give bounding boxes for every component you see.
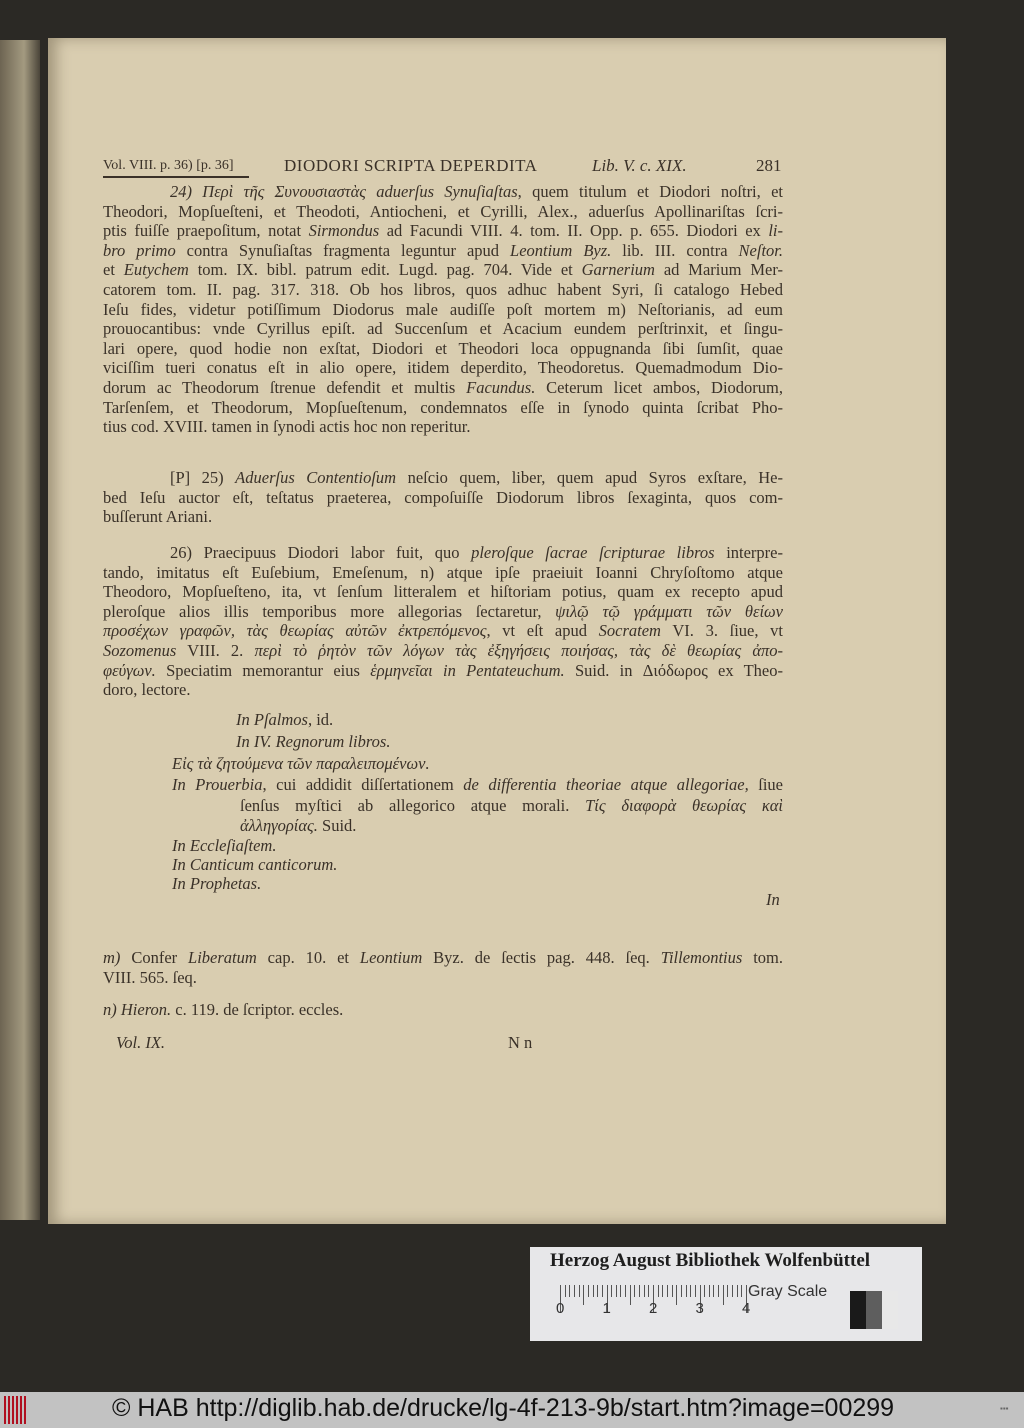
text-line (240, 796, 783, 816)
text-segment: cap. 10. et (256, 948, 360, 967)
text-segment: ſiue (748, 775, 783, 794)
footnote-line (103, 948, 783, 968)
text-segment: Socratem (598, 621, 661, 641)
text-segment: interpre- (714, 543, 783, 562)
text-segment: προσέχων γραφῶν, τὰς θεωρίας αὐτῶν ἐκτρεπόμενος (103, 621, 487, 641)
previous-page-edge (0, 40, 40, 1220)
text-segment: prouocantibus: vnde Cyrillus epiſt. ad Succenſum et Acacium eundem perſtrinxit, et ſingu- (103, 319, 783, 339)
text-segment: Leontium (359, 948, 423, 967)
text-segment: lari opere, quod hodie non exſtat, Diodori et Theodori loca oppugnanda ſibi ſumſit, quae (103, 338, 783, 358)
text-segment: n) Hieron. (103, 1000, 172, 1019)
header-underline (103, 176, 249, 178)
text-segment: , quem titulum et Diodori noſtri, et (517, 182, 783, 201)
text-line (103, 602, 783, 622)
ruler-tick (713, 1285, 714, 1297)
text-segment: Suid. (317, 816, 357, 835)
text-segment: bro primo (103, 240, 176, 260)
footnote-line (103, 968, 783, 988)
text-segment: Sirmondus (308, 221, 380, 241)
ruler-tick (616, 1285, 617, 1297)
footnote-line (103, 1000, 783, 1020)
gray-swatch (866, 1291, 882, 1329)
ruler-tick (672, 1285, 673, 1297)
text-segment: bed Ieſu auctor eſt, teſtatus praeterea, compoſuiſſe Diodorum libros ſexaginta, quos com- (103, 487, 783, 507)
ruler-tick (602, 1285, 603, 1297)
text-segment: pleroſque ſacrae ſcripturae libros (471, 543, 715, 562)
ruler-tick (583, 1285, 584, 1305)
text-segment: catorem tom. II. pag. 317. 318. Ob hos libros, quos adhuc habent Syri, ſi catalogo Hebed (103, 280, 783, 299)
gray-swatch (882, 1291, 898, 1329)
text-line (103, 378, 783, 398)
gray-scale-label: Gray Scale (748, 1283, 828, 1300)
text-segment: In IV. Regnorum libros. (236, 732, 391, 751)
ruler-tick (620, 1285, 621, 1297)
ruler-tick (723, 1285, 724, 1305)
text-segment: ψιλῷ τῷ γράμματι τῶν θείων (555, 601, 783, 621)
ruler-tick (634, 1285, 635, 1297)
text-segment: ptis fuiſſe praepoſitum, notat (103, 221, 309, 241)
ruler-tick (593, 1285, 594, 1297)
text-segment: In Prophetas. (172, 874, 262, 893)
text-segment: Tarſenſem, et Theodorum, Mopſueſtenum, condemnatos eſſe in ſynodo quinta ſcribat Pho- (103, 397, 783, 417)
text-segment: pleroſque alios illis temporibus more allegorias ſectaretur, (103, 601, 556, 621)
text-line (103, 621, 783, 641)
text-segment: Facundus. (466, 378, 536, 397)
page-number: 281 (756, 156, 782, 175)
text-line (170, 468, 783, 488)
text-segment: li- (768, 221, 783, 241)
text-line (103, 221, 783, 241)
text-segment: , cui addidit diſſertationem (262, 775, 464, 794)
text-line (103, 202, 783, 222)
ruler-tick (588, 1285, 589, 1297)
text-line (172, 754, 783, 774)
text-line (240, 816, 783, 836)
text-line (103, 280, 783, 300)
text-segment: Liberatum (188, 948, 257, 967)
text-segment: Confer (131, 948, 189, 967)
text-line (103, 563, 783, 583)
text-segment: Neſtor. (738, 240, 783, 260)
text-segment: et (103, 260, 124, 280)
text-line (172, 836, 783, 856)
text-segment: Suid. in Διόδωρος ex Theo- (564, 660, 784, 680)
ruler-tick (737, 1285, 738, 1297)
text-line (236, 710, 783, 730)
text-line (103, 319, 783, 339)
gray-swatch (850, 1291, 866, 1329)
ruler-tick (662, 1285, 663, 1297)
permalink-url[interactable]: © HAB http://diglib.hab.de/drucke/lg-4f-213-9b/start.htm?image=00299 (112, 1394, 895, 1422)
text-segment: 26) Praecipuus Diodori labor fuit, quo (170, 543, 472, 562)
ruler-tick (709, 1285, 710, 1297)
running-title: DIODORI SCRIPTA DEPERDITA (284, 156, 538, 175)
text-segment: περὶ τὸ ῥητὸν τῶν λόγων τὰς ἐξηγήσεις ποιήσας, τὰς δὲ θεωρίας ἀπο- (254, 641, 783, 660)
text-segment: In Canticum canticorum. (172, 855, 338, 874)
text-segment: φεύγων. (103, 660, 156, 680)
text-segment: buſſerunt Ariani. (103, 507, 213, 527)
text-segment: Tillemontius (660, 948, 743, 967)
text-line (103, 488, 783, 508)
hab-logo-icon (4, 1396, 26, 1424)
ruler-tick (690, 1285, 691, 1297)
ruler-tick (639, 1285, 640, 1297)
ruler-tick (695, 1285, 696, 1297)
text-line (172, 775, 783, 795)
text-segment: contra Synuſiaſtas fragmenta leguntur apud (175, 240, 511, 260)
text-segment: viciſſim tueri conatus eſt in alio opere, itidem deperdito, Theodoretus. Quemadmodum Dio- (103, 358, 783, 378)
ruler-tick (579, 1285, 580, 1297)
ruler-tick (667, 1285, 668, 1297)
text-segment: ἑρμηνεῖαι in Pentateuchum. (370, 660, 565, 680)
text-segment: Τίς διαφορὰ θεωρίας καὶ (585, 796, 783, 815)
catchword: In (766, 890, 780, 909)
text-segment: Leontium Byz. (510, 240, 612, 260)
ruler-tick (658, 1285, 659, 1297)
page-indicator-icon: ▪▪▪ (1000, 1404, 1009, 1413)
text-segment: VI. 3. ſiue, vt (660, 621, 783, 641)
text-segment: VIII. 2. (176, 641, 255, 660)
text-line (103, 641, 783, 661)
text-segment: Ieſu fides, videtur potiſſimum Diodorus male audiſſe poſt mortem m) Neſtorianis, ad eum (103, 299, 783, 319)
text-line (103, 680, 783, 700)
text-segment: tius cod. XVIII. tamen in ſynodi actis hoc non reperitur. (103, 417, 471, 437)
text-line (172, 855, 783, 875)
header-book-ref: Lib. V. c. XIX. (592, 156, 687, 175)
ruler-tick (565, 1285, 566, 1297)
text-segment: In Prouerbia (172, 775, 263, 794)
text-segment: doro, lectore. (103, 680, 191, 700)
text-segment: VIII. 565. ſeq. (103, 968, 197, 987)
text-segment: neſcio quem, liber, quem apud Syros exſtare, He- (396, 468, 783, 487)
ruler-tick (630, 1285, 631, 1305)
hab-card-title: Herzog August Bibliothek Wolfenbüttel (550, 1250, 871, 1271)
ruler-number: 4 (742, 1300, 751, 1317)
text-segment: ad Marium Mer- (654, 260, 783, 280)
text-segment: Eutychem (123, 260, 189, 280)
text-segment: , id. (307, 710, 334, 729)
ruler-number: 1 (602, 1300, 611, 1317)
text-segment: tando, imitatus eſt Euſebium, Emeſenum, n) atque ipſe praeiuit Ioanni Chryſoſtomo atque (103, 562, 783, 582)
text-line (172, 874, 783, 894)
text-segment: ad Facundi VIII. 4. tom. II. Opp. p. 655. Diodori ex (379, 221, 769, 241)
text-segment: Aduerſus Contentioſum (235, 468, 397, 487)
ruler-tick (569, 1285, 570, 1297)
text-segment: Speciatim memorantur eius (155, 660, 371, 680)
ruler-tick (676, 1285, 677, 1305)
ruler-tick (732, 1285, 733, 1297)
ruler-tick (611, 1285, 612, 1297)
ruler-tick (741, 1285, 742, 1297)
ruler-tick (727, 1285, 728, 1297)
text-segment: de differentia theoriae atque allegoriae, (463, 775, 749, 794)
text-segment: Sozomenus (103, 641, 177, 660)
ruler-tick (644, 1285, 645, 1297)
text-segment: In Pſalmos (236, 710, 308, 729)
ruler-tick (625, 1285, 626, 1297)
text-line (170, 543, 783, 563)
ruler-tick (686, 1285, 687, 1297)
ruler-number: 2 (649, 1300, 658, 1317)
text-segment: aduerſus Synuſiaſtas (376, 182, 518, 201)
text-line (103, 661, 783, 681)
text-segment: dorum ac Theodorum ſtrenue defendit et multis (103, 378, 467, 397)
header-volume-ref: Vol. VIII. p. 36) [p. 36] (103, 158, 234, 173)
text-line (103, 358, 783, 378)
text-segment: Ceterum licet ambos, Diodorum, (535, 378, 783, 397)
text-line (236, 732, 783, 752)
ruler-tick (718, 1285, 719, 1297)
text-line (103, 417, 783, 437)
signature-mark: N n (508, 1033, 533, 1052)
text-segment: ſenſus myſtici ab allegorico atque morali. (240, 796, 586, 815)
text-segment: c. 119. de ſcriptor. eccles. (171, 1000, 344, 1019)
signature-volume: Vol. IX. (116, 1033, 166, 1052)
text-line (103, 582, 783, 602)
ruler-number: 0 (556, 1300, 565, 1317)
text-segment: tom. (742, 948, 783, 967)
text-line (103, 507, 783, 527)
ruler-tick (648, 1285, 649, 1297)
text-segment: Theodori, Mopſueſteni, et Theodoti, Antiocheni, et Cyrilli, Alex., aduerſus Apollinariſtas ſcri- (103, 201, 783, 221)
text-segment: ἀλληγορίας. (240, 816, 318, 835)
text-line (103, 260, 783, 280)
text-segment: , vt eſt apud (486, 621, 599, 641)
text-segment: m) (103, 948, 132, 967)
text-line (103, 398, 783, 418)
text-segment: lib. III. contra (611, 240, 739, 260)
hab-color-card (530, 1247, 922, 1341)
text-segment: Theodoro, Mopſueſteno, ita, vt ſenſum litteralem et hiſtoriam potius, quam ex recepto apud (103, 582, 783, 602)
text-segment: 24) Περὶ τῆς Συνουσιαστὰς (170, 182, 377, 201)
text-segment: [P] 25) (170, 468, 236, 487)
footer-bar (0, 1392, 1024, 1428)
text-segment: Εἰς τὰ ζητούμενα τῶν παραλειπομένων. (172, 754, 430, 773)
ruler-number: 3 (695, 1300, 704, 1317)
text-line (103, 241, 783, 261)
text-segment: tom. IX. bibl. patrum edit. Lugd. pag. 704. Vide et (188, 260, 582, 280)
text-segment: Byz. de ſectis pag. 448. ſeq. (422, 948, 661, 967)
ruler-tick (597, 1285, 598, 1297)
ruler-tick (704, 1285, 705, 1297)
text-segment: In Eccleſiaſtem. (172, 836, 277, 855)
ruler-tick (574, 1285, 575, 1297)
text-line (103, 339, 783, 359)
text-line (170, 182, 783, 202)
ruler-tick (681, 1285, 682, 1297)
text-line (103, 300, 783, 320)
text-segment: Garnerium (581, 260, 655, 280)
